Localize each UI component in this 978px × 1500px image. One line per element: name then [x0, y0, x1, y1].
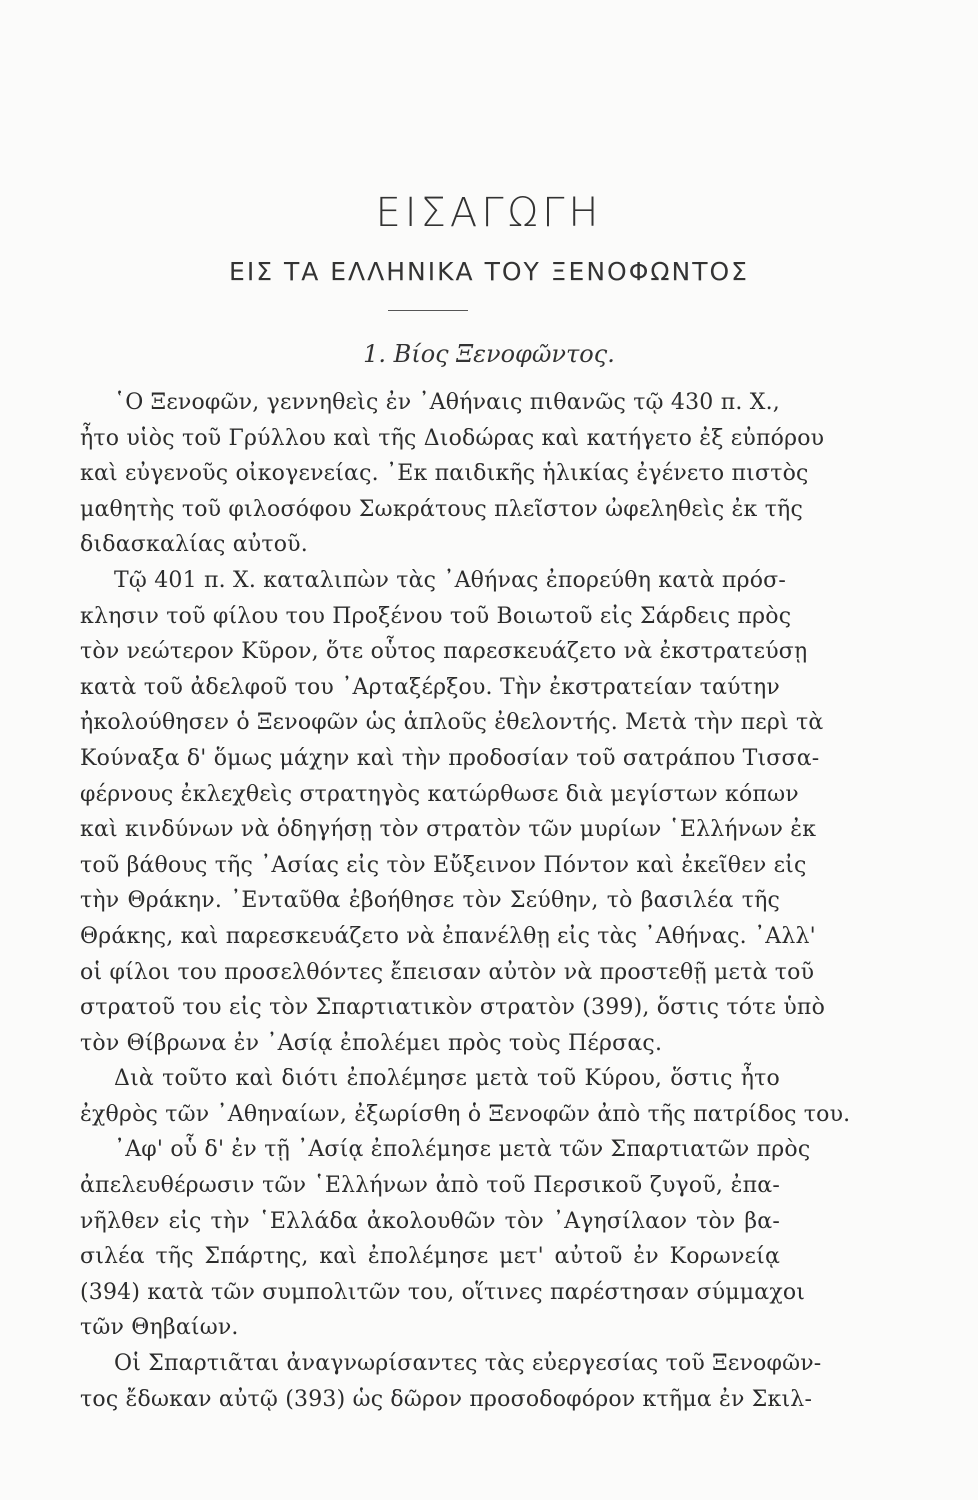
text-line: καὶ εὐγενοῦς οἰκογενείας. ᾿Εκ παιδικῆς ἡλικίας ἐγένετο πιστὸς — [80, 461, 809, 487]
text-line: Κούναξα δ' ὅμως μάχην καὶ τὴν προδοσίαν τοῦ σατράπου Τισσα- — [80, 745, 820, 771]
text-line: τος ἔδωκαν αὐτῷ (393) ὡς δῶρον προσοδοφόρον κτῆμα ἐν Σκιλ- — [80, 1386, 813, 1412]
text-line: νῆλθεν εἰς τὴν ῾Ελλάδα ἀκολουθῶν τὸν ᾿Αγησίλαον τὸν βα- — [80, 1208, 780, 1234]
section-title: 1. Βίος Ξενοφῶντος. — [363, 340, 615, 368]
subtitle: ΕΙΣ ΤΑ ΕΛΛΗΝΙΚΑ ΤΟΥ ΞΕΝΟΦΩΝΤΟΣ — [229, 257, 749, 286]
text-line: τῶν Θηβαίων. — [80, 1315, 239, 1341]
text-line: μαθητὴς τοῦ φιλοσόφου Σωκράτους πλεῖστον ὠφεληθεὶς ἐκ τῆς — [80, 496, 803, 522]
text-line: ᾿Αφ' οὗ δ' ἐν τῇ ᾿Ασίᾳ ἐπολέμησε μετὰ τῶν Σπαρτιατῶν πρὸς — [114, 1137, 811, 1163]
text-line: κλησιν τοῦ φίλου του Προξένου τοῦ Βοιωτοῦ εἰς Σάρδεις πρὸς — [80, 603, 792, 629]
text-line: οἱ φίλοι του προσελθόντες ἔπεισαν αὐτὸν νὰ προστεθῇ μετὰ τοῦ — [80, 959, 815, 985]
text-line: ἠκολούθησεν ὁ Ξενοφῶν ὡς ἁπλοῦς ἐθελοντής. Μετὰ τὴν περὶ τὰ — [80, 710, 824, 736]
text-line: Διὰ τοῦτο καὶ διότι ἐπολέμησε μετὰ τοῦ Κύρου, ὅστις ἦτο — [114, 1066, 780, 1092]
text-line: ἀπελευθέρωσιν τῶν ῾Ελλήνων ἀπὸ τοῦ Περσικοῦ ζυγοῦ, ἐπα- — [80, 1173, 780, 1199]
text-line: κατὰ τοῦ ἀδελφοῦ του ᾿Αρταξέρξου. Τὴν ἐκστρατείαν ταύτην — [80, 674, 780, 700]
text-line: Τῷ 401 π. Χ. καταλιπὼν τὰς ᾿Αθήνας ἐπορεύθη κατὰ πρόσ- — [114, 567, 787, 593]
text-line: Οἱ Σπαρτιᾶται ἀναγνωρίσαντες τὰς εὐεργεσίας τοῦ Ξενοφῶν- — [114, 1351, 822, 1377]
text-line: τοῦ βάθους τῆς ᾿Ασίας εἰς τὸν Εὔξεινον Πόντον καὶ ἐκεῖθεν εἰς — [80, 852, 807, 878]
text-line: σιλέα τῆς Σπάρτης, καὶ ἐπολέμησε μετ' αὐτοῦ ἐν Κορωνείᾳ — [80, 1244, 780, 1270]
text-line: ἦτο υἱὸς τοῦ Γρύλλου καὶ τῆς Διοδώρας καὶ κατήγετο ἐξ εὐπόρου — [80, 425, 825, 451]
text-line: στρατοῦ του εἰς τὸν Σπαρτιατικὸν στρατὸν (399), ὅστις τότε ὑπὸ — [80, 995, 826, 1021]
text-line: ῾Ο Ξενοφῶν, γεννηθεὶς ἐν ᾿Αθήναις πιθανῶς τῷ 430 π. Χ., — [114, 390, 780, 415]
main-title: ΕΙΣΑΓΩΓΗ — [375, 190, 603, 236]
text-line: Θράκης, καὶ παρεσκευάζετο νὰ ἐπανέλθῃ εἰς τὰς ᾿Αθήνας. ᾿Αλλ' — [80, 923, 816, 949]
text-line: τὸν νεώτερον Κῦρον, ὅτε οὗτος παρεσκευάζετο νὰ ἐκστρατεύσῃ — [80, 639, 808, 665]
text-line: φέρνους ἐκλεχθεὶς στρατηγὸς κατώρθωσε διὰ μεγίστων κόπων — [80, 781, 799, 807]
body-text — [80, 385, 851, 1417]
text-line: τὸν Θίβρωνα ἐν ᾿Ασίᾳ ἐπολέμει πρὸς τοὺς Πέρσας. — [80, 1030, 663, 1056]
text-line: τὴν Θράκην. ᾿Ενταῦθα ἐβοήθησε τὸν Σεύθην, τὸ βασιλέα τῆς — [80, 888, 780, 914]
text-line: (394) κατὰ τῶν συμπολιτῶν του, οἵτινες παρέστησαν σύμμαχοι — [80, 1279, 806, 1305]
text-line: διδασκαλίας αὐτοῦ. — [80, 532, 308, 558]
text-line: καὶ κινδύνων νὰ ὁδηγήσῃ τὸν στρατὸν τῶν μυρίων ῾Ελλήνων ἐκ — [80, 817, 817, 843]
text-line: ἐχθρὸς τῶν ᾿Αθηναίων, ἐξωρίσθη ὁ Ξενοφῶν ἀπὸ τῆς πατρίδος του. — [80, 1101, 851, 1127]
title-divider — [388, 310, 468, 311]
